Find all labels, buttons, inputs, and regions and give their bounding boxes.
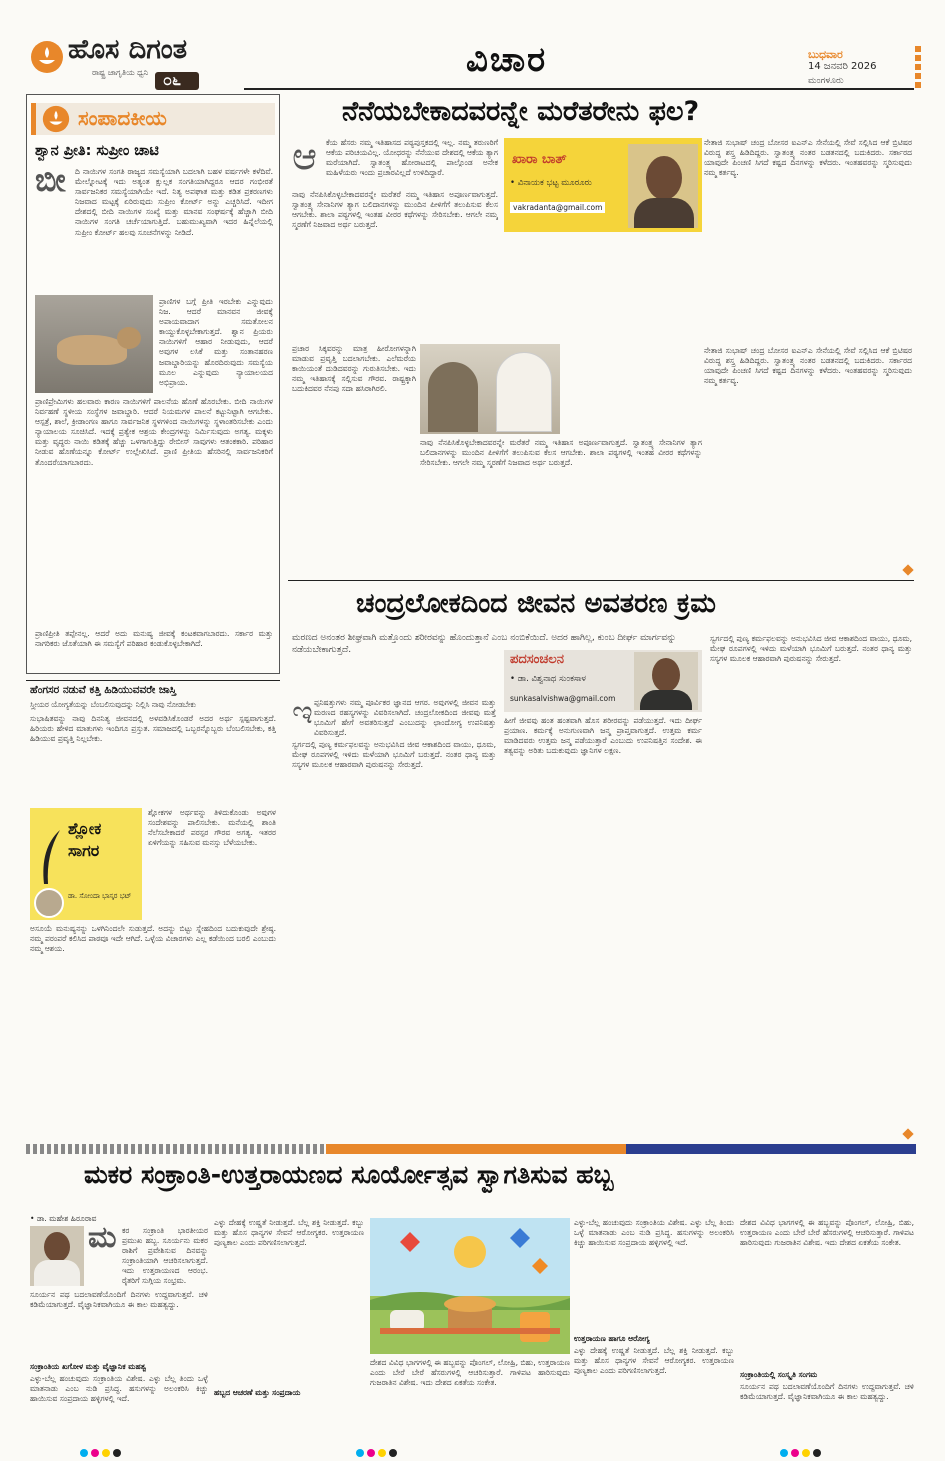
feature-author: • ಡಾ. ಮಹೇಶ ಹಿರೂರಾವ [30, 1214, 97, 1223]
mid-author-head [652, 658, 680, 692]
top-body-2: ನೇತಾಜಿ ಸುಭಾಷ್ ಚಂದ್ರ ಬೋಸರ ಐಎನ್ಎ ಸೇನೆಯಲ್ಲಿ ಸೇವೆ ಸಲ್ಲಿಸಿದ ಆಕೆ ಬ್ರಿಟಿಷರ ವಿರುದ್ಧ ಶಸ್ತ್ರ ಹಿಡಿದಿದ್ದರು. ಸ್ವಾತಂತ್ರ್ಯ ನಂತರ ಬಡತನದಲ್ಲಿ ಬದುಕಿದರು. ಸರ್ಕಾರದ ಯಾವುದೇ ಪಿಂಚಣಿ ಸಿಗದೆ ಕಷ್ಟದ ದಿನಗಳನ್ನು ಕಳೆದರು. ಇಂತಹವರನ್ನು ಸ್ಮರಿಸುವುದು ನಮ್ಮ ಕರ್ತವ್ಯ. [704, 138, 912, 178]
mid-headline: ಚಂದ್ರಲೋಕದಿಂದ ಜೀವನ ಅವತರಣ ಕ್ರಮ [356, 588, 716, 619]
top-author-shoulders [634, 198, 694, 228]
mid-body-1: ಪ್ಪನಿಷತ್ತುಗಳು ನಮ್ಮ ಪೂರ್ವಿಕರ ಜ್ಞಾನದ ಆಗರ. ಅವುಗಳಲ್ಲಿ ಜೀವನ ಮತ್ತು ಮರಣದ ರಹಸ್ಯಗಳನ್ನು ವಿವರಿಸಲಾಗಿದೆ. ಚಂದ್ರಲೋಕದಿಂದ ಜೀವವು ಮತ್ತೆ ಭೂಮಿಗೆ ಹೇಗೆ ಅವತರಿಸುತ್ತದೆ ಎಂಬುದನ್ನು ಛಾಂದೋಗ್ಯ ಉಪನಿಷತ್ತು ವಿವರಿಸುತ್ತದೆ. [314, 698, 496, 738]
feature-body-1: ಕರ ಸಂಕ್ರಾಂತಿ ಭಾರತೀಯರ ಪ್ರಮುಖ ಹಬ್ಬ. ಸೂರ್ಯನು ಮಕರ ರಾಶಿಗೆ ಪ್ರವೇಶಿಸುವ ದಿನವನ್ನು ಸಂಕ್ರಾಂತಿಯಾಗಿ ಆಚರಿಸಲಾಗುತ್ತದೆ. ಇದು ಉತ್ತರಾಯಣದ ಆರಂಭ. ರೈತರಿಗೆ ಸುಗ್ಗಿಯ ಸಂಭ್ರಮ. [122, 1226, 208, 1286]
feature-body-9: ಸೂರ್ಯನ ಪಥ ಬದಲಾವಣೆಯೊಂದಿಗೆ ದಿನಗಳು ಉದ್ದವಾಗುತ್ತವೆ. ಚಳಿ ಕಡಿಮೆಯಾಗುತ್ತದೆ. ವೈಜ್ಞಾನಿಕವಾಗಿಯೂ ಈ ಕಾಲ ಮಹತ್ವದ್ದು. [740, 1382, 914, 1402]
top-body-4: ಪ್ರಚಾರ ಸಿಕ್ಕವರನ್ನು ಮಾತ್ರ ಹೀರೋಗಳನ್ನಾಗಿ ಮಾಡುವ ಪ್ರವೃತ್ತಿ ಬದಲಾಗಬೇಕು. ಎಲೆಮರೆಯ ಕಾಯಿಯಂತೆ ದುಡಿದವರನ್ನು ಗುರುತಿಸಬೇಕು. ಇದು ನಮ್ಮ ಇತಿಹಾಸಕ್ಕೆ ಸಲ್ಲಿಸುವ ಗೌರವ. ರಾಷ್ಟ್ರಕ್ಕಾಗಿ ಬದುಕಿದವರ ನೆನಪು ಸದಾ ಹಸಿರಾಗಿರಲಿ. [292, 344, 416, 394]
paper-name: ಹೊಸ ದಿಗಂತ [68, 34, 188, 65]
top-email: vakradanta@gmail.com [510, 202, 605, 213]
sankranti-illustration [370, 1218, 570, 1354]
logo-block [30, 34, 245, 88]
brief-author-photo [34, 888, 64, 918]
registration-dots-left [80, 1442, 124, 1461]
top-author-head [646, 156, 682, 200]
editorial-headline: ಶ್ವಾನ ಪ್ರೀತಿ: ಸುಪ್ರೀಂ ಚಾಟಿ [35, 143, 159, 159]
lamp-logo-icon [42, 105, 70, 133]
editorial-body-2: ಪ್ರಾಣಿಗಳ ಬಗ್ಗೆ ಪ್ರೀತಿ ಇರಬೇಕು ಎನ್ನುವುದು ನಿಜ. ಆದರೆ ಮಾನವನ ಜೀವಕ್ಕೆ ಅಪಾಯವಾದಾಗ ಸಮತೋಲನ ಕಾಯ್ದುಕೊಳ್ಳಬೇಕಾಗುತ್ತದೆ. ಶ್ವಾನ ಪ್ರಿಯರು ನಾಯಿಗಳಿಗೆ ಆಹಾರ ನೀಡುವುದು, ಆದರೆ ಅವುಗಳ ಲಸಿಕೆ ಮತ್ತು ಸಂತಾನಹರಣ ಜವಾಬ್ದಾರಿಯನ್ನು ಹೊರದಿರುವುದು ಸಮಸ್ಯೆಯ ಮೂಲ ಎನ್ನುವುದು ನ್ಯಾಯಾಲಯದ ಅಭಿಪ್ರಾಯ. [159, 297, 273, 387]
mid-body-4: ಸ್ವರ್ಗದಲ್ಲಿ ಪುಣ್ಯ ಕರ್ಮಫಲವನ್ನು ಅನುಭವಿಸಿದ ಜೀವ ಆಕಾಶದಿಂದ ವಾಯು, ಧೂಮ, ಮೇಘ ರೂಪಗಳಲ್ಲಿ ಇಳಿದು ಮಳೆಯಾಗಿ ಭೂಮಿಗೆ ಬರುತ್ತದೆ. ನಂತರ ಧಾನ್ಯ ಮತ್ತು ಸಸ್ಯಗಳ ಮೂಲಕ ಆಹಾರವಾಗಿ ಪುರುಷನನ್ನು ಸೇರುತ್ತದೆ. [710, 634, 912, 664]
brief-headline: ಹೆಂಗಸರ ನಡುವೆ ಕತ್ತಿ ಹಿಡಿಯುವವರೇ ಜಾಸ್ತಿ [30, 684, 177, 696]
top-body-3: ನಾವು ನೆನಪಿಸಿಕೊಳ್ಳಬೇಕಾದವರನ್ನೇ ಮರೆತರೆ ನಮ್ಮ ಇತಿಹಾಸ ಅಪೂರ್ಣವಾಗುತ್ತದೆ. ಸ್ವಾತಂತ್ರ್ಯ ಸೇನಾನಿಗಳ ತ್ಯಾಗ ಬಲಿದಾನಗಳನ್ನು ಮುಂದಿನ ಪೀಳಿಗೆಗೆ ತಲುಪಿಸುವ ಕೆಲಸ ಆಗಬೇಕು. ಶಾಲಾ ಪಠ್ಯಗಳಲ್ಲಿ ಇಂತಹ ವೀರರ ಕಥೆಗಳನ್ನು ಸೇರಿಸಬೇಕು. ಆಗಲೇ ನಮ್ಮ ಸ್ಮರಣೆಗೆ ನಿಜವಾದ ಅರ್ಥ ಬರುತ್ತದೆ. [292, 190, 498, 230]
photo-figure-left [428, 362, 478, 432]
paper-tagline: ರಾಷ್ಟ್ರ ಜಾಗೃತಿಯ ಧ್ವನಿ [92, 68, 149, 77]
brief-top-rule [26, 680, 280, 681]
brief-body-3: ಅಸೂಯೆ ಮನುಷ್ಯನನ್ನು ಒಳಗಿನಿಂದಲೇ ಸುಡುತ್ತದೆ. ಅದನ್ನು ಬಿಟ್ಟು ಸ್ನೇಹದಿಂದ ಬದುಕುವುದೇ ಶ್ರೇಷ್ಠ. ನಮ್ಮ ಪರಂಪರೆ ಕಲಿಸಿದ ಪಾಠವೂ ಇದೇ ಆಗಿದೆ. ಒಳ್ಳೆಯ ವಿಚಾರಗಳು ಎಲ್ಲ ಕಡೆಯಿಂದ ಬರಲಿ ಎಂಬುದು ನಮ್ಮ ಆಶಯ. [30, 924, 276, 954]
top-column-name: ಖಾರಾ ಬಾತ್ [512, 152, 567, 167]
registration-strip [915, 46, 921, 90]
feature-author-head [44, 1232, 70, 1262]
brief-subhead: ಸ್ತ್ರೀಯರ ಯೋಗ್ಯತೆಯನ್ನು ಬೆಂಬಲಿಸುವುದನ್ನು ನಿಲ್ಲಿಸಿ ನಾವು ನೋಡಬೇಕು [30, 700, 196, 709]
top-author-photo [628, 144, 698, 228]
quill-icon [36, 828, 66, 888]
dog-photo [35, 295, 153, 393]
top-body-6: ನೇತಾಜಿ ಸುಭಾಷ್ ಚಂದ್ರ ಬೋಸರ ಐಎನ್ಎ ಸೇನೆಯಲ್ಲಿ ಸೇವೆ ಸಲ್ಲಿಸಿದ ಆಕೆ ಬ್ರಿಟಿಷರ ವಿರುದ್ಧ ಶಸ್ತ್ರ ಹಿಡಿದಿದ್ದರು. ಸ್ವಾತಂತ್ರ್ಯ ನಂತರ ಬಡತನದಲ್ಲಿ ಬದುಕಿದರು. ಸರ್ಕಾರದ ಯಾವುದೇ ಪಿಂಚಣಿ ಸಿಗದೆ ಕಷ್ಟದ ದಿನಗಳನ್ನು ಕಳೆದರು. ಇಂತಹವರನ್ನು ಸ್ಮರಿಸುವುದು ನಮ್ಮ ಕರ್ತವ್ಯ. [704, 346, 912, 386]
mid-author-box [504, 650, 702, 712]
masthead-date: 14 ಜನವರಿ 2026 [808, 61, 877, 72]
feature-sub-1: ಸಂಕ್ರಾಂತಿಯ ಖಗೋಳ ಮತ್ತು ವೈಜ್ಞಾನಿಕ ಮಹತ್ವ [30, 1362, 147, 1371]
page-number: ೦೬ [163, 70, 181, 89]
editorial-body-4: ಪ್ರಾಣಿಪ್ರೀತಿ ತಪ್ಪೇನಲ್ಲ. ಆದರೆ ಅದು ಮನುಷ್ಯ ಜೀವಕ್ಕೆ ಕಂಟಕವಾಗಬಾರದು. ಸರ್ಕಾರ ಮತ್ತು ನಾಗರಿಕರು ಜೊತೆಯಾಗಿ ಈ ಸಮಸ್ಯೆಗೆ ಪರಿಹಾರ ಕಂಡುಕೊಳ್ಳಬೇಕಾಗಿದೆ. [35, 629, 273, 649]
masthead [0, 0, 945, 92]
mid-body-3: ಹೀಗೆ ಜೀವವು ಹಂತ ಹಂತವಾಗಿ ಹೊಸ ಶರೀರವನ್ನು ಪಡೆಯುತ್ತದೆ. ಇದು ದೀರ್ಘ ಪ್ರಯಾಣ. ಕರ್ಮಕ್ಕೆ ಅನುಗುಣವಾಗಿ ಜನ್ಮ ಪ್ರಾಪ್ತವಾಗುತ್ತದೆ. ಉತ್ತಮ ಕರ್ಮ ಮಾಡಿದವರು ಉತ್ತಮ ಜನ್ಮ ಪಡೆಯುತ್ತಾರೆ ಎಂಬುದು ಉಪನಿಷತ್ತಿನ ಸಂದೇಶ. ಈ ತತ್ವವನ್ನು ಅರಿತು ಬದುಕುವುದು ಜ್ಞಾನಿಗಳ ಲಕ್ಷಣ. [504, 716, 702, 756]
brief-body-1: ಸುಭಾಷಿತವನ್ನು ನಾವು ದಿನನಿತ್ಯ ಜೀವನದಲ್ಲಿ ಅಳವಡಿಸಿಕೊಂಡರೆ ಅದರ ಅರ್ಥ ಸ್ಪಷ್ಟವಾಗುತ್ತದೆ. ಹಿರಿಯರು ಹೇಳಿದ ಮಾತುಗಳು ಇಂದಿಗೂ ಪ್ರಸ್ತುತ. ಸಮಾಜದಲ್ಲಿ ಒಬ್ಬರನ್ನೊಬ್ಬರು ಬೆಂಬಲಿಸಬೇಕು, ಕತ್ತಿ ಹಿಡಿಯುವ ಪ್ರವೃತ್ತಿ ನಿಲ್ಲಬೇಕು. [30, 714, 276, 744]
feature-divider [26, 1144, 916, 1154]
registration-dots-right [780, 1442, 824, 1461]
registration-dots-center [356, 1442, 400, 1461]
masthead-city: ಮಂಗಳೂರು [808, 76, 844, 86]
top-author: • ವಿನಾಯಕ ಭಟ್ಟ ಮೂರೂರು [510, 178, 592, 188]
photo-figure-right [496, 352, 552, 432]
mid-author: • ಡಾ. ವಿಶ್ವನಾಥ ಸುಂಕಸಾಳ [510, 674, 587, 684]
mid-deck: ಮರಣದ ಅನಂತರ ಶೀಘ್ರವಾಗಿ ಮತ್ತೊಂದು ಶರೀರವನ್ನು ಹೊಂದುತ್ತಾನೆ ಎಂಬ ನಂಬಿಕೆಯಿದೆ. ಅದರ ಹಾಗಿಲ್ಲ, ಕುಂಬ ದೀರ್ಘ ಮಾರ್ಗವನ್ನು ನಡೆಯಬೇಕಾಗುತ್ತದೆ. [292, 633, 677, 655]
feature-dropcap: ಮ [88, 1220, 117, 1255]
feature-body-3: ಎಳ್ಳು-ಬೆಲ್ಲ ಹಂಚುವುದು ಸಂಕ್ರಾಂತಿಯ ವಿಶೇಷ. ಎಳ್ಳು ಬೆಲ್ಲ ತಿಂದು ಒಳ್ಳೆ ಮಾತನಾಡು ಎಂಬ ನುಡಿ ಪ್ರಸಿದ್ಧ. ಹಸುಗಳನ್ನು ಅಲಂಕರಿಸಿ ಕಿಚ್ಚು ಹಾಯಿಸುವ ಸಂಪ್ರದಾಯ ಹಳ್ಳಿಗಳಲ್ಲಿ ಇದೆ. [30, 1374, 208, 1404]
editorial-header [31, 103, 275, 135]
top-author-box [504, 138, 702, 232]
feature-author-photo [30, 1226, 84, 1286]
section-title: ವಿಚಾರ [466, 40, 548, 80]
editorial-body-3: ಪ್ರಾಣಿಪ್ರೇಮಿಗಳು ಹಲವಾರು ಕಾರಣ ನಾಯಿಗಳಿಗೆ ಪಾಲನೆಯ ಹೊಣೆ ಹೊರಬೇಕು. ಬೀದಿ ನಾಯಿಗಳ ನಿರ್ವಹಣೆ ಸ್ಥಳೀಯ ಸಂಸ್ಥೆಗಳ ಜವಾಬ್ದಾರಿ. ಆದರೆ ನಿಯಮಗಳ ಪಾಲನೆ ಕಟ್ಟುನಿಟ್ಟಾಗಿ ಆಗಬೇಕು. ಆಸ್ಪತ್ರೆ, ಶಾಲೆ, ಕ್ರೀಡಾಂಗಣ ಹಾಗೂ ಸಾರ್ವಜನಿಕ ಸ್ಥಳಗಳಿಂದ ನಾಯಿಗಳನ್ನು ಸ್ಥಳಾಂತರಿಸಬೇಕು ಎಂದು ನ್ಯಾಯಾಲಯ ಸೂಚಿಸಿದೆ. ಇದಕ್ಕೆ ಪ್ರತ್ಯೇಕ ಆಶ್ರಯ ಕೇಂದ್ರಗಳನ್ನು ನಿರ್ಮಿಸುವುದು ಅಗತ್ಯ. ಮಕ್ಕಳು ಮತ್ತು ವೃದ್ಧರು ನಾಯಿ ಕಡಿತಕ್ಕೆ ಹೆಚ್ಚು ಒಳಗಾಗುತ್ತಿದ್ದು ರೇಬೀಸ್ ಸಾವುಗಳು ಆತಂಕಕಾರಿ. ಪರಿಹಾರ ನೀಡುವ ಹೊಣೆಯನ್ನೂ ಕೋರ್ಟ್ ಉಲ್ಲೇಖಿಸಿದೆ. ಪ್ರಾಣಿ ಪ್ರೀತಿಯ ಹೆಸರಿನಲ್ಲಿ ಸಾರ್ವಜನಿಕರಿಗೆ ತೊಂದರೆಯಾಗಬಾರದು. [35, 397, 273, 467]
lamp-logo-icon [30, 40, 64, 74]
feature-sub-3: ಉತ್ತರಾಯಣ ಹಾಗೂ ಆರೋಗ್ಯ [574, 1334, 650, 1343]
feature-body-6: ಎಳ್ಳು-ಬೆಲ್ಲ ಹಂಚುವುದು ಸಂಕ್ರಾಂತಿಯ ವಿಶೇಷ. ಎಳ್ಳು ಬೆಲ್ಲ ತಿಂದು ಒಳ್ಳೆ ಮಾತನಾಡು ಎಂಬ ನುಡಿ ಪ್ರಸಿದ್ಧ. ಹಸುಗಳನ್ನು ಅಲಂಕರಿಸಿ ಕಿಚ್ಚು ಹಾಯಿಸುವ ಸಂಪ್ರದಾಯ ಹಳ್ಳಿಗಳಲ್ಲಿ ಇದೆ. [574, 1218, 734, 1248]
divider-grey [26, 1144, 326, 1154]
brief-author: ಡಾ. ಸೋಂದಾ ಭಾಸ್ಕರ ಭಟ್ [68, 892, 132, 900]
mid-author-shoulders [640, 690, 692, 710]
masthead-rule [244, 88, 914, 90]
mid-author-photo [634, 652, 698, 710]
top-headline: ನೆನೆಯಬೇಕಾದವರನ್ನೇ ಮರೆತರೇನು ಫಲ? [342, 96, 700, 127]
top-body-5: ನಾವು ನೆನಪಿಸಿಕೊಳ್ಳಬೇಕಾದವರನ್ನೇ ಮರೆತರೆ ನಮ್ಮ ಇತಿಹಾಸ ಅಪೂರ್ಣವಾಗುತ್ತದೆ. ಸ್ವಾತಂತ್ರ್ಯ ಸೇನಾನಿಗಳ ತ್ಯಾಗ ಬಲಿದಾನಗಳನ್ನು ಮುಂದಿನ ಪೀಳಿಗೆಗೆ ತಲುಪಿಸುವ ಕೆಲಸ ಆಗಬೇಕು. ಶಾಲಾ ಪಠ್ಯಗಳಲ್ಲಿ ಇಂತಹ ವೀರರ ಕಥೆಗಳನ್ನು ಸೇರಿಸಬೇಕು. ಆಗಲೇ ನಮ್ಮ ಸ್ಮರಣೆಗೆ ನಿಜವಾದ ಅರ್ಥ ಬರುತ್ತದೆ. [420, 438, 702, 468]
brief-column-badge [30, 808, 142, 920]
editorial-body-1: ದಿ ನಾಯಿಗಳ ಸಂಗತಿ ರಾಜ್ಯದ ಸಮಸ್ಯೆಯಾಗಿ ಬದಲಾಗಿ ಬಹಳ ವರ್ಷಗಳೇ ಕಳೆದಿವೆ. ಮೇಲ್ನೋಟಕ್ಕೆ ಇದು ಅತ್ಯಂತ ಕ್ಷುಲ್ಲಕ ಸಂಗತಿಯಾಗಿದ್ದರೂ ಆದರ ಗಂಭೀರತೆ ಸಾರ್ವಜನಿಕರ ಸಮಸ್ಯೆಯಾಗಿಯೇ ಇದೆ. ನಿತ್ಯ ಅಪಘಾತ ಮತ್ತು ಕಡಿತ ಪ್ರಕರಣಗಳು ನಿಜವಾದ ಮಟ್ಟಕ್ಕೆ ಏರಿರುವುದು ಸುಪ್ರೀಂ ಕೋರ್ಟ್ ಅನ್ನು ಎಚ್ಚರಿಸಿದೆ. ಇದೀಗ ದೇಶದಲ್ಲಿ ಬೀದಿ ನಾಯಿಗಳ ಸಂಖ್ಯೆ ಮತ್ತು ಮಾನವ ಸಂಘರ್ಷಕ್ಕೆ ಹೆಚ್ಚಾಗಿ ಬೀದಿ ನಾಯಿಗಳ ಸಂಗತಿ ಚರ್ಚೆಯಾಗುತ್ತಿದೆ. ಬಹುಮುಖ್ಯವಾಗಿ ಇದರ ಹಿನ್ನೆಲೆಯಲ್ಲಿ ಸುಪ್ರೀಂ ಕೋರ್ಟ್ ಹಲವು ಸೂಚನೆಗಳನ್ನು ನೀಡಿದೆ. [75, 167, 273, 237]
feature-body-2: ಸೂರ್ಯನ ಪಥ ಬದಲಾವಣೆಯೊಂದಿಗೆ ದಿನಗಳು ಉದ್ದವಾಗುತ್ತವೆ. ಚಳಿ ಕಡಿಮೆಯಾಗುತ್ತದೆ. ವೈಜ್ಞಾನಿಕವಾಗಿಯೂ ಈ ಕಾಲ ಮಹತ್ವದ್ದು. [30, 1290, 208, 1310]
mid-body-2: ಸ್ವರ್ಗದಲ್ಲಿ ಪುಣ್ಯ ಕರ್ಮಫಲವನ್ನು ಅನುಭವಿಸಿದ ಜೀವ ಆಕಾಶದಿಂದ ವಾಯು, ಧೂಮ, ಮೇಘ ರೂಪಗಳಲ್ಲಿ ಇಳಿದು ಮಳೆಯಾಗಿ ಭೂಮಿಗೆ ಬರುತ್ತದೆ. ನಂತರ ಧಾನ್ಯ ಮತ್ತು ಸಸ್ಯಗಳ ಮೂಲಕ ಆಹಾರವಾಗಿ ಪುರುಷನನ್ನು ಸೇರುತ್ತದೆ. [292, 740, 496, 770]
mid-top-rule [288, 580, 914, 581]
feature-sub-2: ಹಬ್ಬದ ಆಚರಣೆ ಮತ್ತು ಸಂಪ್ರದಾಯ [214, 1388, 301, 1397]
brief-body-2: ಶ್ಲೋಕಗಳ ಅರ್ಥವನ್ನು ತಿಳಿದುಕೊಂಡು ಅವುಗಳ ಸಂದೇಶವನ್ನು ಪಾಲಿಸಬೇಕು. ಮನೆಯಲ್ಲಿ ಶಾಂತಿ ನೆಲೆಸಬೇಕಾದರೆ ಪರಸ್ಪರ ಗೌರವ ಅಗತ್ಯ. ಇತರರ ಏಳಿಗೆಯನ್ನು ಸಹಿಸುವ ಮನಸ್ಸು ಬೆಳೆಯಬೇಕು. [148, 808, 276, 848]
editorial-label: ಸಂಪಾದಕೀಯ [78, 106, 167, 130]
mid-email: sunkasalvishwa@gmail.com [510, 694, 616, 703]
editorial-dropcap: ಬೀ [35, 161, 66, 199]
mid-dropcap: ಇ [292, 696, 313, 726]
dog-head [117, 327, 141, 349]
editorial-box [26, 94, 280, 674]
masthead-day: ಬುಧವಾರ [808, 48, 843, 61]
feature-headline: ಮಕರ ಸಂಕ್ರಾಂತಿ-ಉತ್ತರಾಯಣದ ಸೂರ್ಯೋತ್ಸವ ಸ್ವಾಗತಿಸುವ ಹಬ್ಬ [84, 1160, 614, 1189]
top-dropcap: ಆ [292, 134, 318, 178]
feature-sub-4: ಸಂಕ್ರಾಂತಿಯಲ್ಲಿ ಸಂಸ್ಕೃತಿ ಸಂಗಮ [740, 1370, 818, 1379]
feature-body-5: ದೇಶದ ವಿವಿಧ ಭಾಗಗಳಲ್ಲಿ ಈ ಹಬ್ಬವನ್ನು ಪೊಂಗಲ್, ಲೋಹ್ರಿ, ಬಿಹು, ಉತ್ತರಾಯಣ ಎಂದು ಬೇರೆ ಬೇರೆ ಹೆಸರುಗಳಲ್ಲಿ ಆಚರಿಸುತ್ತಾರೆ. ಗಾಳಿಪಟ ಹಾರಿಸುವುದು ಗುಜರಾತಿನ ವಿಶೇಷ. ಇದು ದೇಶದ ಏಕತೆಯ ಸಂಕೇತ. [370, 1358, 570, 1388]
top-body-1: ಕೆಯ ಹೆಸರು ನಮ್ಮ ಇತಿಹಾಸದ ಪಠ್ಯಪುಸ್ತಕದಲ್ಲಿ ಇಲ್ಲ. ನಮ್ಮ ತರುಣರಿಗೆ ಆಕೆಯ ಪರಿಚಯವಿಲ್ಲ. ಯೋಧರನ್ನು ನೆನೆಯುವ ದೇಶದಲ್ಲಿ ಆಕೆಯ ತ್ಯಾಗ ಮರೆಯಾಗಿದೆ. ಸ್ವಾತಂತ್ರ್ಯ ಹೋರಾಟದಲ್ಲಿ ಪಾಲ್ಗೊಂಡ ಅನೇಕ ಮಹಿಳೆಯರು ಇಂದು ಪ್ರಚಾರವಿಲ್ಲದೆ ಉಳಿದಿದ್ದಾರೆ. [326, 138, 498, 178]
sankranti-scene [370, 1218, 570, 1354]
feature-body-4: ಎಳ್ಳು ದೇಹಕ್ಕೆ ಉಷ್ಣತೆ ನೀಡುತ್ತದೆ. ಬೆಲ್ಲ ಶಕ್ತಿ ನೀಡುತ್ತದೆ. ಕಬ್ಬು ಮತ್ತು ಹೊಸ ಧಾನ್ಯಗಳ ಸೇವನೆ ಆರೋಗ್ಯಕರ. ಉತ್ತರಾಯಣ ಪುಣ್ಯಕಾಲ ಎಂದು ಪರಿಗಣಿಸಲಾಗುತ್ತದೆ. [214, 1218, 364, 1248]
mid-column-name: ಪದಸಂಚಲನ [510, 652, 564, 667]
divider-blue [626, 1144, 916, 1154]
top-feature-photo [420, 344, 560, 434]
feature-body-7: ಎಳ್ಳು ದೇಹಕ್ಕೆ ಉಷ್ಣತೆ ನೀಡುತ್ತದೆ. ಬೆಲ್ಲ ಶಕ್ತಿ ನೀಡುತ್ತದೆ. ಕಬ್ಬು ಮತ್ತು ಹೊಸ ಧಾನ್ಯಗಳ ಸೇವನೆ ಆರೋಗ್ಯಕರ. ಉತ್ತರಾಯಣ ಪುಣ್ಯಕಾಲ ಎಂದು ಪರಿಗಣಿಸಲಾಗುತ್ತದೆ. [574, 1346, 734, 1376]
divider-orange [326, 1144, 626, 1154]
feature-body-8: ದೇಶದ ವಿವಿಧ ಭಾಗಗಳಲ್ಲಿ ಈ ಹಬ್ಬವನ್ನು ಪೊಂಗಲ್, ಲೋಹ್ರಿ, ಬಿಹು, ಉತ್ತರಾಯಣ ಎಂದು ಬೇರೆ ಬೇರೆ ಹೆಸರುಗಳಲ್ಲಿ ಆಚರಿಸುತ್ತಾರೆ. ಗಾಳಿಪಟ ಹಾರಿಸುವುದು ಗುಜರಾತಿನ ವಿಶೇಷ. ಇದು ದೇಶದ ಏಕತೆಯ ಸಂಕೇತ. [740, 1218, 914, 1248]
brief-column-name: ಶ್ಲೋಕ ಸಾಗರ [68, 819, 102, 860]
feature-author-shoulders [34, 1260, 80, 1286]
